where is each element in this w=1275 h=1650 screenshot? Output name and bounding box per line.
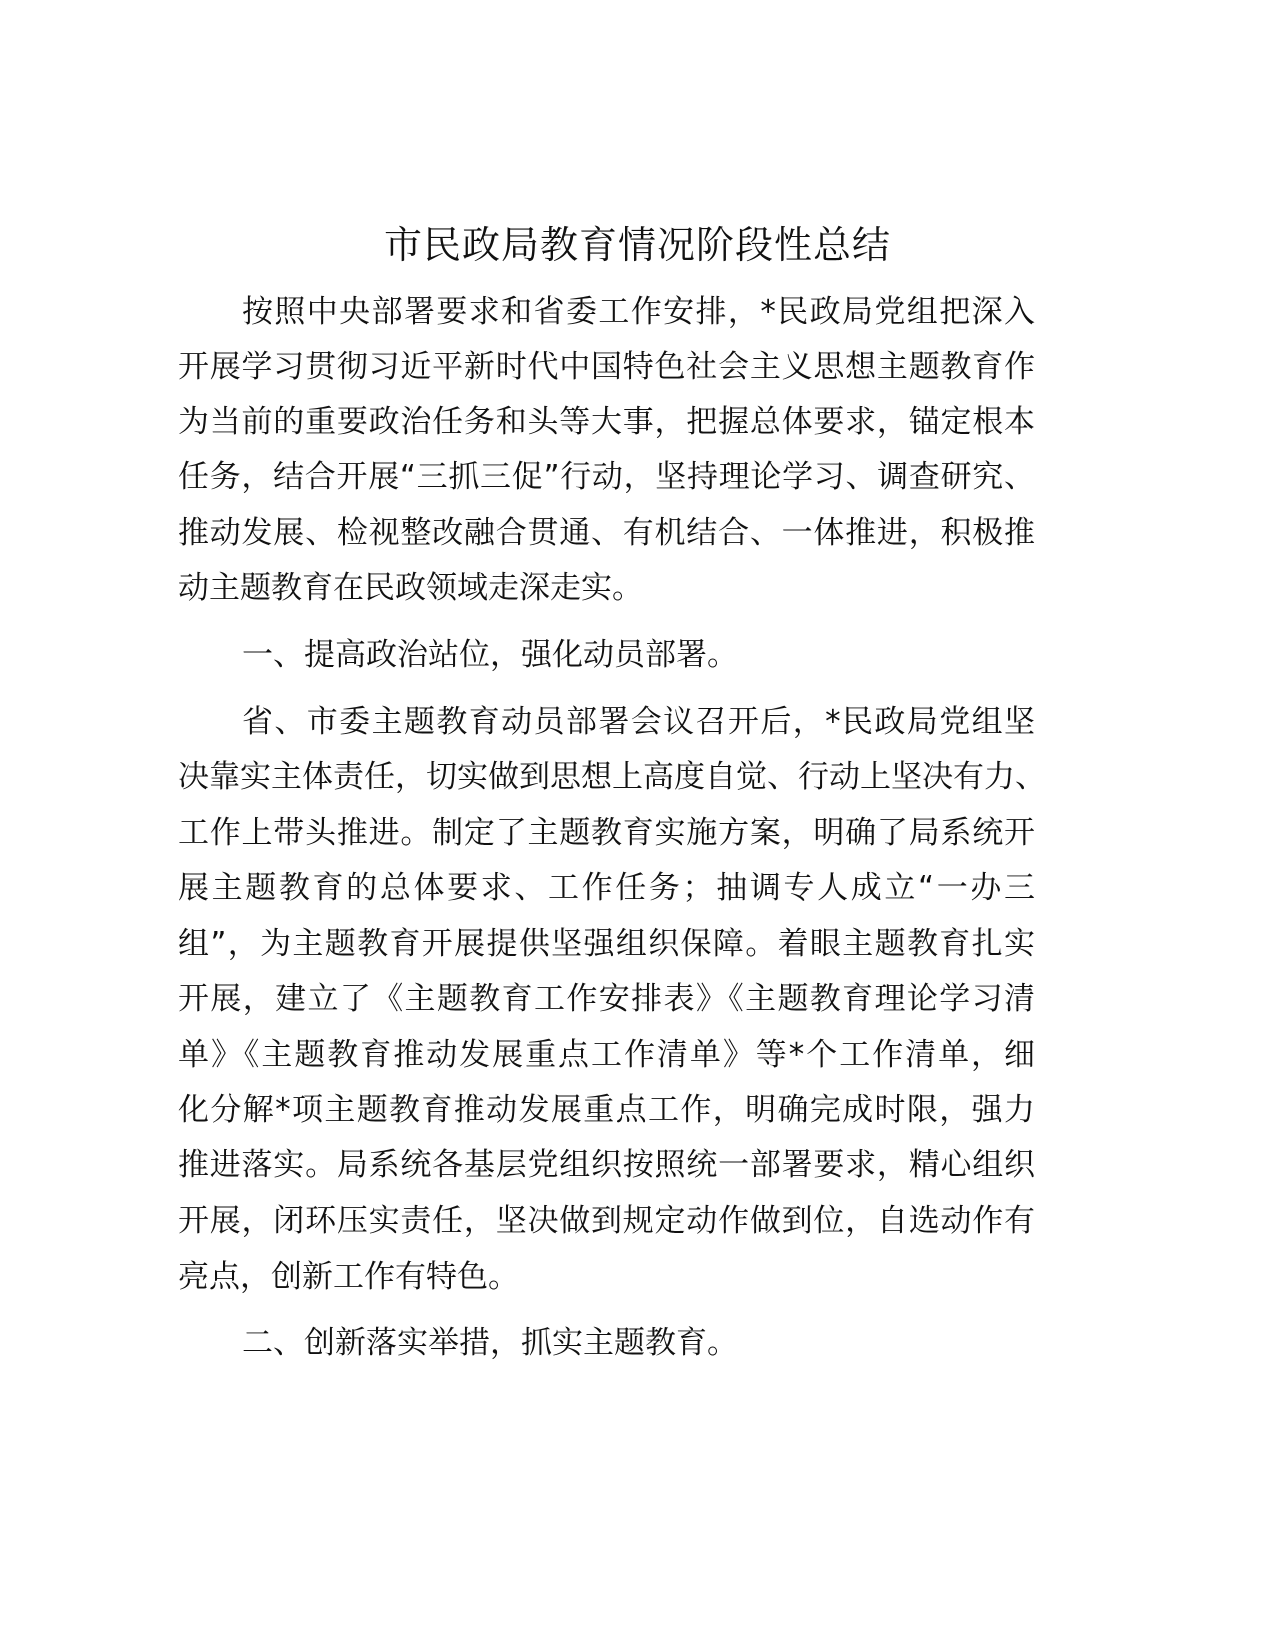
paragraph-2-line: 开展，建立了《主题教育工作安排表》《主题教育理论学习清 — [178, 981, 1035, 1017]
paragraph-2-line: 工作上带头推进。制定了主题教育实施方案，明确了局系统开 — [178, 815, 1035, 851]
paragraph-1-line: 为当前的重要政治任务和头等大事，把握总体要求，锚定根本 — [178, 404, 1035, 440]
section-heading-2: 二、创新落实举措，抓实主题教育。 — [242, 1325, 738, 1361]
paragraph-2-line: 决靠实主体责任，切实做到思想上高度自觉、行动上坚决有力、 — [178, 759, 1046, 795]
paragraph-1-line: 动主题教育在民政领域走深走实。 — [178, 570, 643, 606]
paragraph-1-line: 推动发展、检视整改融合贯通、有机结合、一体推进，积极推 — [178, 515, 1035, 551]
paragraph-2-line: 化分解*项主题教育推动发展重点工作，明确完成时限，强力 — [178, 1092, 1035, 1128]
document-title: 市民政局教育情况阶段性总结 — [383, 223, 891, 267]
paragraph-2-line: 亮点，创新工作有特色。 — [178, 1259, 519, 1295]
paragraph-1-line: 任务，结合开展“三抓三促”行动，坚持理论学习、调查研究、 — [178, 459, 1035, 495]
paragraph-2-line: 单》《主题教育推动发展重点工作清单》等*个工作清单，细 — [178, 1037, 1035, 1073]
paragraph-1-line: 开展学习贯彻习近平新时代中国特色社会主义思想主题教育作 — [178, 349, 1035, 385]
paragraph-2-line: 开展，闭环压实责任，坚决做到规定动作做到位，自选动作有 — [178, 1203, 1035, 1239]
paragraph-2-line: 推进落实。局系统各基层党组织按照统一部署要求，精心组织 — [178, 1147, 1035, 1183]
paragraph-2-line: 省、市委主题教育动员部署会议召开后，*民政局党组坚 — [242, 704, 1035, 740]
paragraph-1-line: 按照中央部署要求和省委工作安排，*民政局党组把深入 — [242, 294, 1035, 330]
paragraph-2-line: 组”，为主题教育开展提供坚强组织保障。着眼主题教育扎实 — [178, 926, 1035, 962]
paragraph-2-line: 展主题教育的总体要求、工作任务；抽调专人成立“一办三 — [178, 870, 1035, 906]
section-heading-1: 一、提高政治站位，强化动员部署。 — [242, 637, 738, 673]
